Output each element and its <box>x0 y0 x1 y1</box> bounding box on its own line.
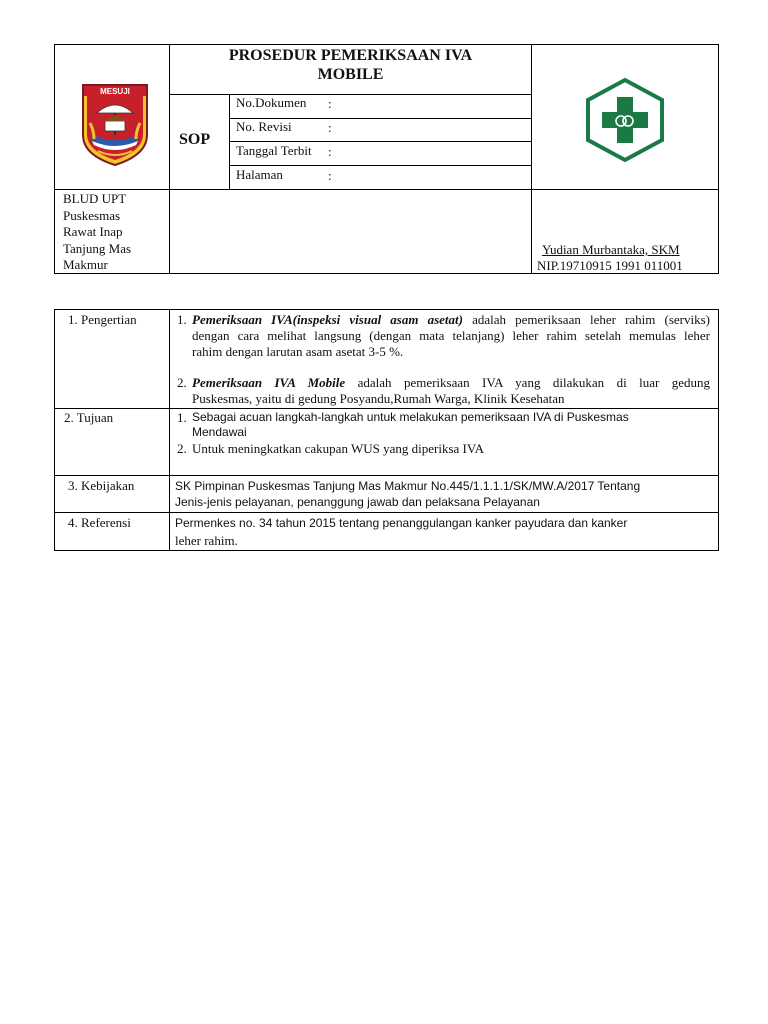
document-title <box>170 46 531 84</box>
definition-text: adalah pemeriksaan IVA yang dilakukan di luar gedung <box>345 375 710 390</box>
list-number: 2. <box>177 441 187 456</box>
referensi-line: Permenkes no. 34 tahun 2015 tentang penanggulangan kanker payudara dan kanker <box>175 516 628 530</box>
term-iva-mobile: Pemeriksaan IVA Mobile <box>192 375 346 390</box>
term-iva: Pemeriksaan IVA(inspeksi visual asam asetat) <box>192 312 463 327</box>
referensi-line: leher rahim. <box>175 533 238 548</box>
signer-nip: NIP.19710915 1991 011001 <box>537 258 683 273</box>
org-line: BLUD UPT <box>63 191 127 206</box>
mesuji-regency-logo <box>80 83 150 167</box>
signer-name: Yudian Murbantaka, SKM <box>542 242 680 257</box>
title-line-2: MOBILE <box>317 66 384 83</box>
pengertian-item-2 <box>192 375 710 407</box>
list-number: 1. <box>177 312 187 327</box>
tujuan-item-2: Untuk meningkatkan cakupan WUS yang diperiksa IVA <box>192 441 484 456</box>
list-number: 1. <box>177 410 187 425</box>
puskesmas-logo <box>584 77 666 163</box>
org-line: Puskesmas <box>63 207 121 223</box>
organization-name <box>63 191 131 274</box>
pengertian-item-1 <box>192 312 710 360</box>
meta-sep-halaman: : <box>328 168 332 183</box>
org-line: Rawat Inap <box>63 224 123 239</box>
title-line-1: PROSEDUR PEMERIKSAAN IVA <box>228 47 473 64</box>
row-label-kebijakan: 3. Kebijakan <box>68 478 135 493</box>
svg-text:MESUJI: MESUJI <box>100 87 130 96</box>
tujuan-line: Mendawai <box>192 425 247 439</box>
org-line: Makmur <box>63 257 108 272</box>
row-label-tujuan: 2. Tujuan <box>64 410 114 425</box>
org-line: Tanjung Mas <box>63 240 132 256</box>
tujuan-line: Sebagai acuan langkah-langkah untuk melakukan pemeriksaan IVA di Puskesmas <box>192 410 629 424</box>
definition-line: Puskesmas, yaitu di gedung Posyandu,Rumah Warga, Klinik Kesehatan <box>192 391 565 406</box>
kebijakan-text <box>175 478 640 510</box>
meta-sep-no-revisi: : <box>328 120 332 135</box>
meta-label-halaman: Halaman <box>236 167 283 182</box>
tujuan-item-1 <box>192 410 629 440</box>
meta-sep-tanggal-terbit: : <box>328 144 332 159</box>
kebijakan-line: SK Pimpinan Puskesmas Tanjung Mas Makmur No.445/1.1.1.1/SK/MW.A/2017 Tentang <box>175 479 641 493</box>
meta-label-no-dokumen: No.Dokumen <box>236 95 307 110</box>
referensi-text <box>175 515 627 549</box>
row-label-pengertian: 1. Pengertian <box>68 312 137 327</box>
list-number: 2. <box>177 375 187 390</box>
row-label-referensi: 4. Referensi <box>68 515 131 530</box>
definition-line: rahim dengan larutan asam asetat 3-5 %. <box>192 344 404 359</box>
sop-label: SOP <box>179 131 211 148</box>
meta-label-tanggal-terbit: Tanggal Terbit <box>236 143 312 158</box>
definition-line: dengan cara melihat langsung (dengan mata telanjang) leher rahim setelah memulas leher <box>192 328 710 343</box>
meta-sep-no-dokumen: : <box>328 96 332 111</box>
kebijakan-line: Jenis-jenis pelayanan, penanggung jawab dan pelaksana Pelayanan <box>175 495 540 509</box>
meta-label-no-revisi: No. Revisi <box>236 119 292 134</box>
definition-text: adalah pemeriksaan leher rahim (serviks) <box>462 312 710 327</box>
